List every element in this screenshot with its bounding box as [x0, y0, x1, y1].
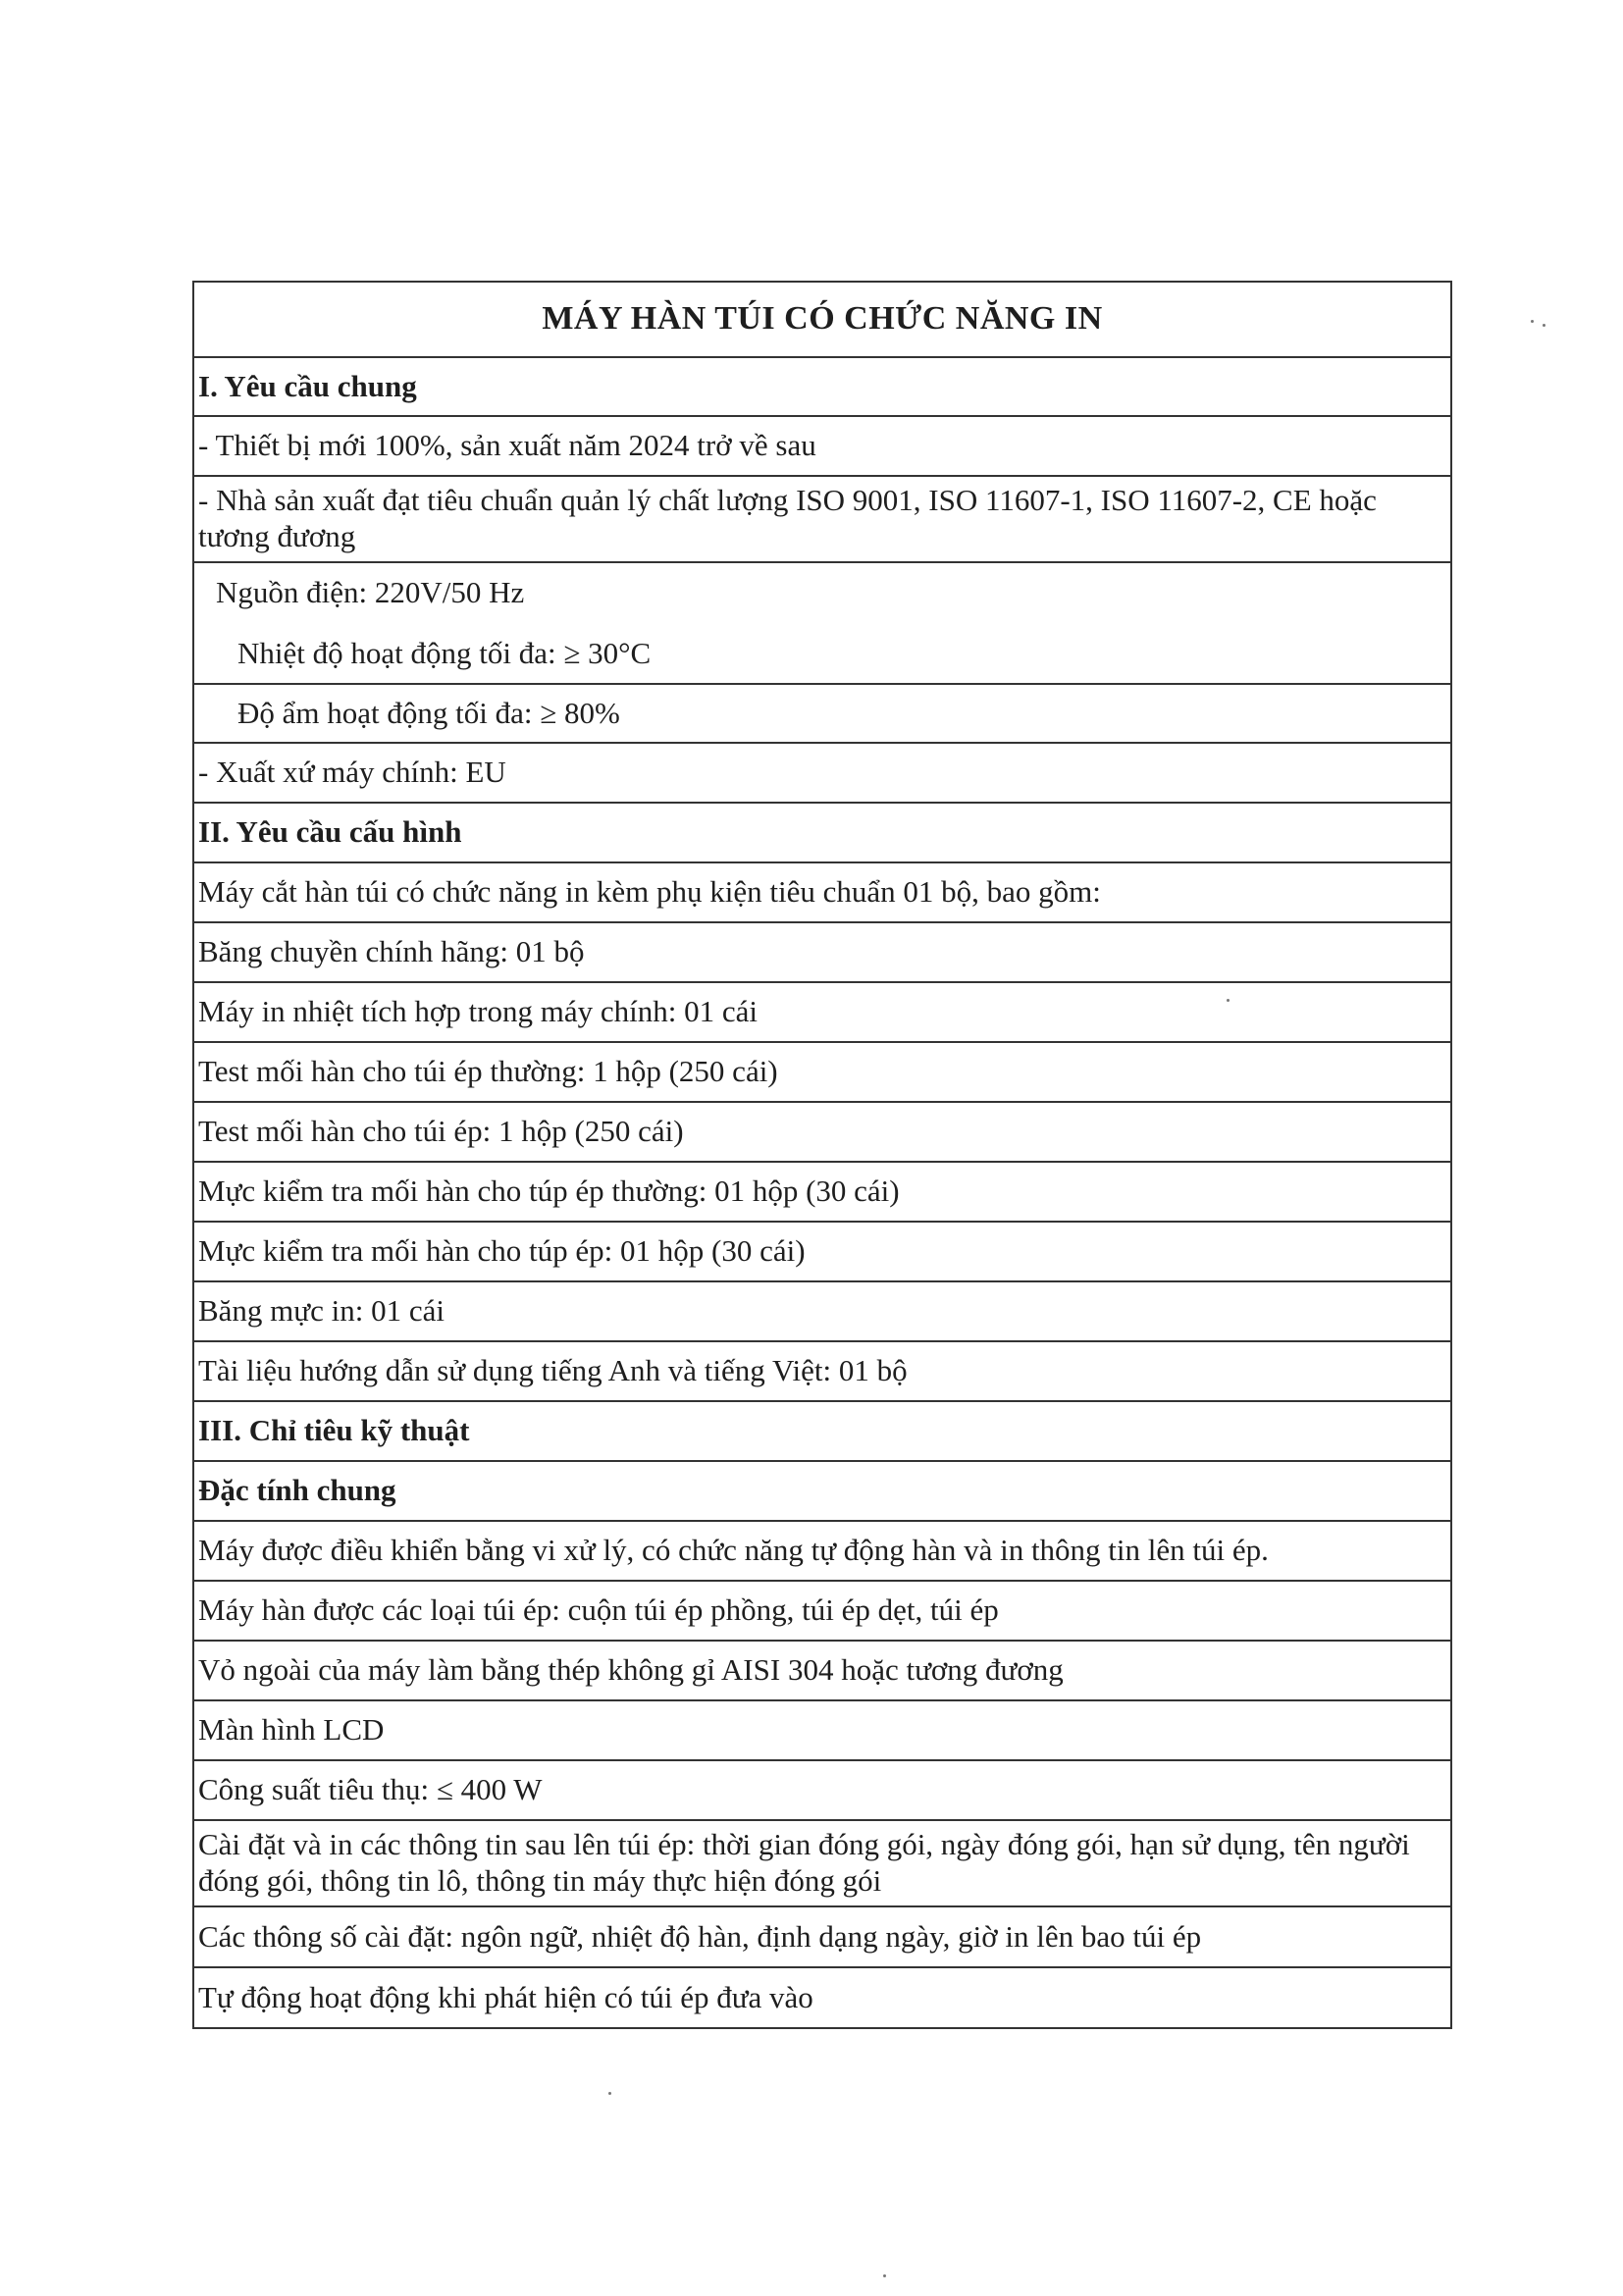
row-text: Máy in nhiệt tích hợp trong máy chính: 01 cái — [198, 994, 758, 1029]
row-text: I. Yêu cầu chung — [198, 368, 417, 403]
row-text: - Nhà sản xuất đạt tiêu chuẩn quản lý chất lượng ISO 9001, ISO 11607-1, ISO 11607-2, CE hoặc tương đương — [198, 483, 1377, 553]
table-row — [194, 1163, 1450, 1223]
row-text: Đặc tính chung — [198, 1473, 396, 1508]
row-text: Vỏ ngoài của máy làm bằng thép không gỉ AISI 304 hoặc tương đương — [198, 1652, 1064, 1688]
document-title-text: MÁY HÀN TÚI CÓ CHỨC NĂNG IN — [542, 300, 1103, 338]
spec-table — [192, 281, 1452, 2029]
row-text: - Thiết bị mới 100%, sản xuất năm 2024 trở về sau — [198, 428, 816, 463]
table-row — [194, 983, 1450, 1043]
table-row — [194, 744, 1450, 804]
table-row — [194, 1761, 1450, 1821]
row-text: Máy hàn được các loại túi ép: cuộn túi ép phồng, túi ép dẹt, túi ép — [198, 1592, 999, 1628]
row-text: Các thông số cài đặt: ngôn ngữ, nhiệt độ hàn, định dạng ngày, giờ in lên bao túi ép — [198, 1918, 1202, 1954]
table-row — [194, 685, 1450, 744]
table-row — [194, 1342, 1450, 1402]
table-row — [194, 1701, 1450, 1761]
table-row — [194, 1907, 1450, 1968]
row-text: Nguồn điện: 220V/50 Hz — [216, 574, 525, 609]
row-text: Băng chuyền chính hãng: 01 bộ — [198, 934, 585, 969]
table-row — [194, 1282, 1450, 1342]
document-title — [194, 283, 1450, 358]
scan-speck — [883, 2274, 886, 2277]
row-text: II. Yêu cầu cấu hình — [198, 814, 462, 850]
table-row — [194, 1223, 1450, 1282]
row-text: Tự động hoạt động khi phát hiện có túi ép đưa vào — [198, 1979, 813, 2014]
table-row — [194, 1582, 1450, 1642]
row-text: Nhiệt độ hoạt động tối đa: ≥ 30°C — [237, 635, 652, 670]
table-row — [194, 1103, 1450, 1163]
table-row — [194, 1522, 1450, 1582]
subsection-heading-general-features — [194, 1462, 1450, 1522]
table-row — [194, 1642, 1450, 1701]
row-text: - Xuất xứ máy chính: EU — [198, 755, 506, 790]
table-row — [194, 477, 1450, 563]
row-text: Mực kiểm tra mối hàn cho túp ép thường: 01 hộp (30 cái) — [198, 1174, 900, 1209]
scan-speck — [1543, 324, 1545, 327]
table-row — [194, 923, 1450, 983]
table-row — [194, 624, 1450, 685]
table-row — [194, 863, 1450, 923]
section-heading-configuration — [194, 804, 1450, 863]
table-row — [194, 417, 1450, 477]
row-text: Máy được điều khiển bằng vi xử lý, có chức năng tự động hàn và in thông tin lên túi ép. — [198, 1533, 1269, 1568]
row-text: Máy cắt hàn túi có chức năng in kèm phụ kiện tiêu chuẩn 01 bộ, bao gồm: — [198, 874, 1101, 910]
row-text: Test mối hàn cho túi ép: 1 hộp (250 cái) — [198, 1114, 684, 1149]
row-text: Băng mực in: 01 cái — [198, 1293, 445, 1329]
row-text: Độ ẩm hoạt động tối đa: ≥ 80% — [237, 695, 620, 730]
section-heading-technical — [194, 1402, 1450, 1462]
scan-speck — [1531, 320, 1534, 323]
row-text: Mực kiểm tra mối hàn cho túp ép: 01 hộp (30 cái) — [198, 1233, 806, 1269]
row-text: Test mối hàn cho túi ép thường: 1 hộp (250 cái) — [198, 1054, 778, 1089]
row-text: Màn hình LCD — [198, 1712, 385, 1748]
row-text: III. Chỉ tiêu kỹ thuật — [198, 1413, 470, 1448]
scan-speck — [608, 2092, 611, 2095]
row-text: Công suất tiêu thụ: ≤ 400 W — [198, 1772, 543, 1807]
table-row — [194, 563, 1450, 624]
row-text: Tài liệu hướng dẫn sử dụng tiếng Anh và tiếng Việt: 01 bộ — [198, 1353, 908, 1388]
row-text: Cài đặt và in các thông tin sau lên túi ép: thời gian đóng gói, ngày đóng gói, hạn sử dụng, tên người đóng gói, thông tin lô, thông tin máy thực hiện đóng gói — [198, 1827, 1410, 1898]
section-heading-general — [194, 358, 1450, 417]
table-row — [194, 1968, 1450, 2029]
table-row — [194, 1043, 1450, 1103]
table-row — [194, 1821, 1450, 1907]
